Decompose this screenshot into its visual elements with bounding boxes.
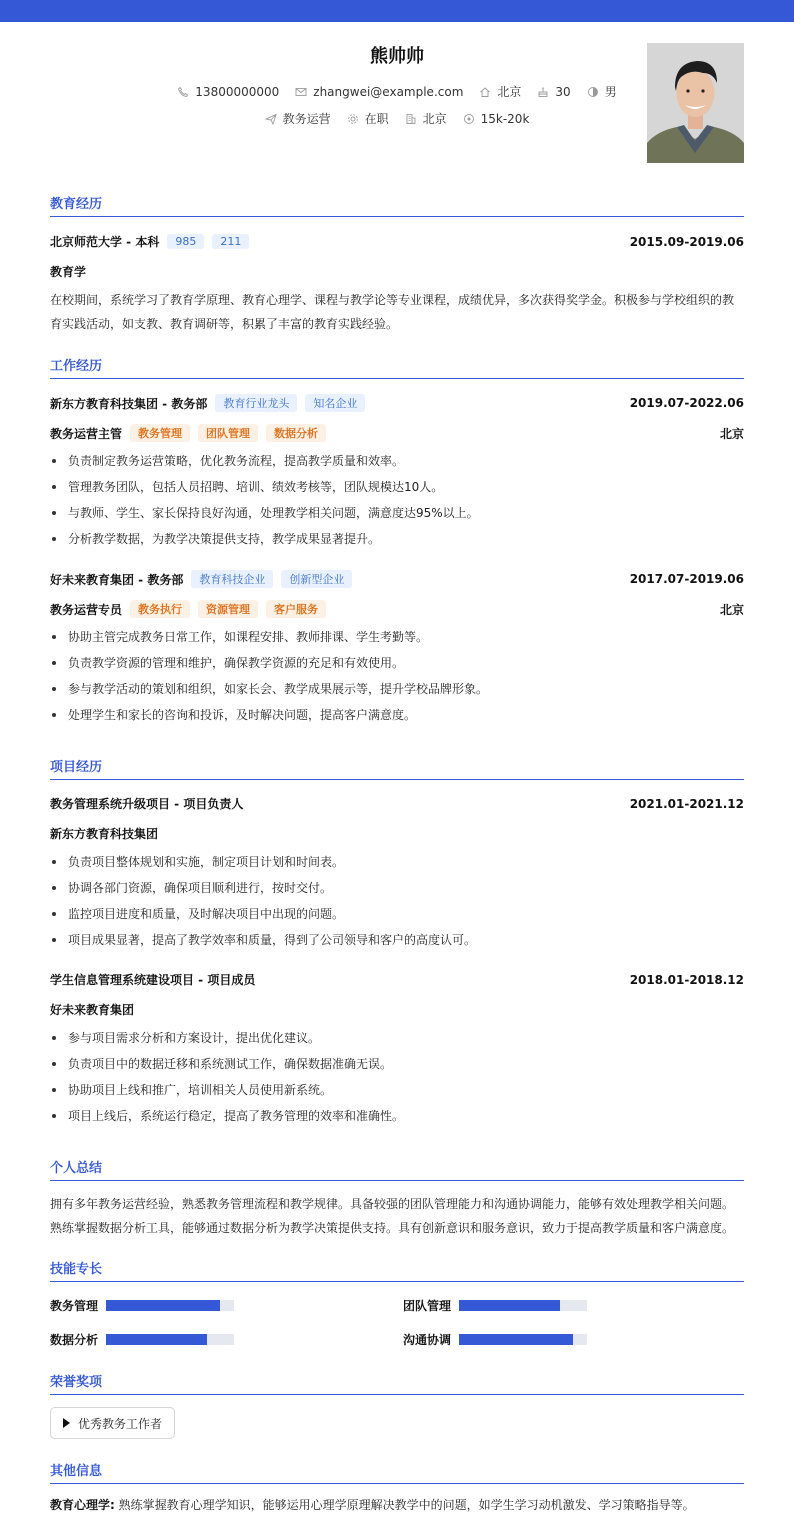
role-tag: 教务管理: [130, 424, 190, 442]
project-title: 教务管理系统升级项目 - 项目负责人: [50, 797, 244, 811]
education-major-row: [50, 263, 744, 280]
list-item: 监控项目进度和质量，及时解决项目中出现的问题。: [50, 901, 744, 927]
project-header: [50, 795, 744, 812]
candidate-name: 熊帅帅: [370, 46, 424, 67]
project-period: 2018.01-2018.12: [629, 972, 744, 987]
skill-item: [50, 1331, 234, 1348]
gender-info: [587, 83, 617, 100]
building-icon: [405, 113, 417, 125]
project-title: 学生信息管理系统建设项目 - 项目成员: [50, 973, 256, 987]
list-item: 负责项目中的数据迁移和系统测试工作，确保数据准确无误。: [50, 1051, 744, 1077]
gear-icon: [347, 113, 359, 125]
list-item: 管理教务团队，包括人员招聘、培训、绩效考核等，团队规模达10人。: [50, 474, 744, 500]
education-period: 2015.09-2019.06: [629, 234, 744, 249]
skill-bar: [106, 1300, 234, 1311]
phone-info: [177, 85, 279, 99]
education-header: [50, 233, 744, 250]
skill-bar-fill: [106, 1334, 207, 1345]
skill-item: [403, 1297, 587, 1314]
school-name: 北京师范大学 - 本科: [50, 235, 160, 249]
company-tag: 教育科技企业: [191, 570, 273, 588]
target-city-text: 北京: [422, 112, 447, 126]
skill-bar-fill: [106, 1300, 220, 1311]
role-tag: 教务执行: [130, 600, 190, 618]
role-tag: 资源管理: [198, 600, 258, 618]
salary-info: [463, 112, 530, 126]
list-item: 项目成果显著，提高了教学效率和质量，得到了公司领导和客户的高度认可。: [50, 927, 744, 953]
skill-name: 数据分析: [50, 1333, 99, 1347]
list-item: 分析教学数据，为教学决策提供支持，教学成果显著提升。: [50, 526, 744, 552]
status-info: [347, 110, 389, 127]
list-item: 负责制定教务运营策略，优化教务流程，提高教学质量和效率。: [50, 448, 744, 474]
gender-icon: [587, 86, 599, 98]
email-text: zhangwei@example.com: [313, 84, 464, 99]
section-title-project: 项目经历: [50, 756, 744, 780]
work-period: 2019.07-2022.06: [629, 396, 744, 410]
send-icon: [265, 113, 277, 125]
email-info: [295, 85, 463, 99]
gender-text: 男: [604, 85, 617, 99]
company-name: 新东方教育科技集团 - 教务部: [50, 396, 208, 411]
status-text: 在职: [364, 112, 389, 126]
city-text: 北京: [497, 85, 522, 99]
project-tasks-list: [50, 849, 744, 953]
top-accent-bar: [0, 0, 794, 22]
other-text: 熟练掌握教育心理学知识，能够运用心理学原理解决教学中的问题，如学生学习动机激发、学习策略指导等。: [118, 1498, 695, 1512]
education-major: 教育学: [50, 265, 87, 279]
target-city-info: [405, 110, 447, 127]
project-org-row: [50, 825, 744, 842]
company-tag: 创新型企业: [281, 570, 352, 588]
job-role: 教务运营主管: [50, 426, 123, 441]
project-org-row: [50, 1001, 744, 1018]
skill-name: 团队管理: [403, 1299, 452, 1313]
play-icon: [63, 1418, 70, 1428]
role-tag: 数据分析: [266, 424, 326, 442]
skill-item: [50, 1297, 234, 1314]
skill-bar-fill: [459, 1300, 560, 1311]
summary-text: 拥有多年教务运营经验，熟悉教务管理流程和教学规律。具备较强的团队管理能力和沟通协调能力，能够有效处理教学相关问题。熟练掌握数据分析工具，能够通过数据分析为教学决策提供支持。具有创新意识和服务意识，致力于提高教学质量和客户满意度。: [50, 1197, 735, 1235]
work-header: [50, 570, 744, 588]
project-tasks-list: [50, 1025, 744, 1129]
skill-bar: [106, 1334, 234, 1345]
avatar-illustration: [647, 43, 744, 163]
company-tag: 教育行业龙头: [215, 394, 297, 412]
skill-name: 沟通协调: [403, 1333, 452, 1347]
phone-icon: [177, 86, 189, 98]
city-info: [479, 83, 521, 100]
company-tag: 知名企业: [305, 394, 365, 412]
skill-bar-fill: [459, 1334, 573, 1345]
position-info: [265, 110, 331, 127]
skill-name: 教务管理: [50, 1299, 99, 1313]
project-period: 2021.01-2021.12: [629, 796, 744, 811]
project-org: 好未来教育集团: [50, 1003, 135, 1017]
list-item: 处理学生和家长的咨询和投诉，及时解决问题，提高客户满意度。: [50, 702, 744, 728]
contact-row: [50, 83, 744, 100]
work-header: [50, 394, 744, 412]
skill-bar: [459, 1300, 587, 1311]
list-item: 协助主管完成教务日常工作，如课程安排、教师排课、学生考勤等。: [50, 624, 744, 650]
project-org: 新东方教育科技集团: [50, 827, 159, 841]
section-title-education: 教育经历: [50, 193, 744, 217]
section-title-other: 其他信息: [50, 1460, 744, 1484]
work-duties-list: [50, 448, 744, 552]
skill-item: [403, 1331, 587, 1348]
salary-text: 15k-20k: [480, 111, 530, 126]
section-title-summary: 个人总结: [50, 1157, 744, 1181]
work-role-row: [50, 424, 744, 442]
job-intent-row: [50, 110, 744, 127]
school-tag: 985: [167, 234, 204, 249]
company-name: 好未来教育集团 - 教务部: [50, 572, 184, 587]
work-duties-list: [50, 624, 744, 728]
list-item: 协调各部门资源，确保项目顺利进行，按时交付。: [50, 875, 744, 901]
mail-icon: [295, 86, 307, 98]
coin-icon: [463, 113, 475, 125]
age-info: [537, 85, 570, 99]
section-title-skills: 技能专长: [50, 1258, 744, 1282]
resume-header: [50, 40, 744, 164]
school-tag: 211: [212, 234, 249, 249]
list-item: 参与项目需求分析和方案设计，提出优化建议。: [50, 1025, 744, 1051]
role-tag: 客户服务: [266, 600, 326, 618]
list-item: 协助项目上线和推广，培训相关人员使用新系统。: [50, 1077, 744, 1103]
work-period: 2017.07-2019.06: [629, 572, 744, 586]
profile-photo: [647, 43, 744, 163]
education-description: 在校期间，系统学习了教育学原理、教育心理学、课程与教学论等专业课程，成绩优异，多次获得奖学金。积极参与学校组织的教育实践活动，如支教、教育调研等，积累了丰富的教育实践经验。: [50, 293, 735, 331]
work-location: 北京: [719, 602, 744, 617]
home-icon: [479, 86, 491, 98]
section-title-work: 工作经历: [50, 355, 744, 379]
role-tag: 团队管理: [198, 424, 258, 442]
project-header: [50, 971, 744, 988]
work-location: 北京: [719, 426, 744, 441]
position-text: 教务运营: [282, 112, 331, 126]
cake-icon: [537, 86, 549, 98]
other-label: 教育心理学:: [50, 1498, 115, 1512]
section-title-awards: 荣誉奖项: [50, 1371, 744, 1395]
other-info: [50, 1496, 744, 1513]
list-item: 负责项目整体规划和实施，制定项目计划和时间表。: [50, 849, 744, 875]
age-text: 30: [555, 84, 571, 99]
job-role: 教务运营专员: [50, 602, 123, 617]
award-name: 优秀教务工作者: [78, 1416, 163, 1431]
list-item: 与教师、学生、家长保持良好沟通，处理教学相关问题，满意度达95%以上。: [50, 500, 744, 526]
award-item[interactable]: [50, 1407, 175, 1439]
phone-text: 13800000000: [195, 84, 280, 99]
list-item: 参与教学活动的策划和组织，如家长会、教学成果展示等，提升学校品牌形象。: [50, 676, 744, 702]
list-item: 项目上线后，系统运行稳定，提高了教务管理的效率和准确性。: [50, 1103, 744, 1129]
list-item: 负责教学资源的管理和维护，确保教学资源的充足和有效使用。: [50, 650, 744, 676]
skill-bar: [459, 1334, 587, 1345]
work-role-row: [50, 600, 744, 618]
